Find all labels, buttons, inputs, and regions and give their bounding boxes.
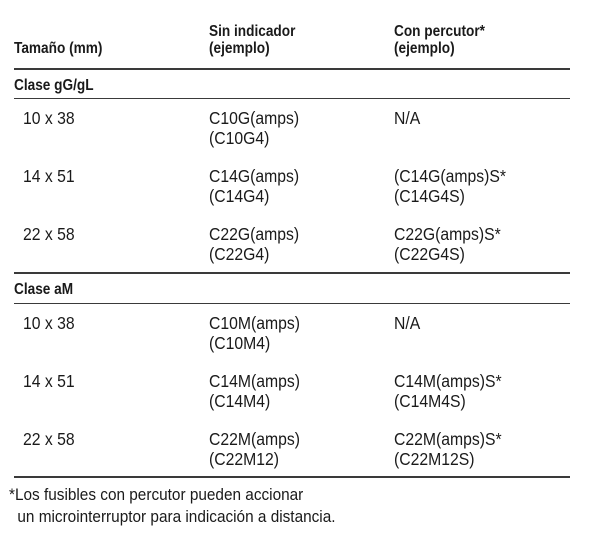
- size-cell: 22 x 58: [23, 429, 75, 449]
- size-cell: 10 x 38: [23, 313, 75, 333]
- footnote: *Los fusibles con percutor pueden accionar un microinterruptor para indicación a distancia.: [9, 486, 336, 526]
- size-cell: 22 x 58: [23, 224, 75, 244]
- divider: [14, 68, 570, 70]
- section-title-gg: Clase gG/gL: [14, 77, 94, 94]
- sin-indicador-cell: C10G(amps) (C10G4): [209, 108, 300, 148]
- header-con-percutor: Con percutor* (ejemplo): [394, 23, 485, 57]
- sin-indicador-cell: C10M(amps) (C10M4): [209, 313, 301, 353]
- divider: [14, 272, 570, 274]
- con-percutor-cell: C22M(amps)S* (C22M12S): [394, 429, 502, 469]
- con-percutor-cell: C22G(amps)S* (C22G4S): [394, 224, 501, 264]
- size-cell: 14 x 51: [23, 371, 75, 391]
- con-percutor-cell: N/A: [394, 108, 421, 128]
- divider: [14, 303, 570, 304]
- size-cell: 10 x 38: [23, 108, 75, 128]
- sin-indicador-cell: C22G(amps) (C22G4): [209, 224, 300, 264]
- con-percutor-cell: (C14G(amps)S* (C14G4S): [394, 166, 507, 206]
- header-size: Tamaño (mm): [14, 40, 103, 57]
- con-percutor-cell: C14M(amps)S* (C14M4S): [394, 371, 502, 411]
- divider: [14, 476, 570, 478]
- table-header: [14, 0, 570, 70]
- sin-indicador-cell: C22M(amps) (C22M12): [209, 429, 301, 469]
- header-sin-indicador: Sin indicador (ejemplo): [209, 23, 296, 57]
- con-percutor-cell: N/A: [394, 313, 421, 333]
- size-cell: 14 x 51: [23, 166, 75, 186]
- sin-indicador-cell: C14G(amps) (C14G4): [209, 166, 300, 206]
- divider: [14, 98, 570, 99]
- sin-indicador-cell: C14M(amps) (C14M4): [209, 371, 301, 411]
- section-title-am: Clase aM: [14, 281, 74, 298]
